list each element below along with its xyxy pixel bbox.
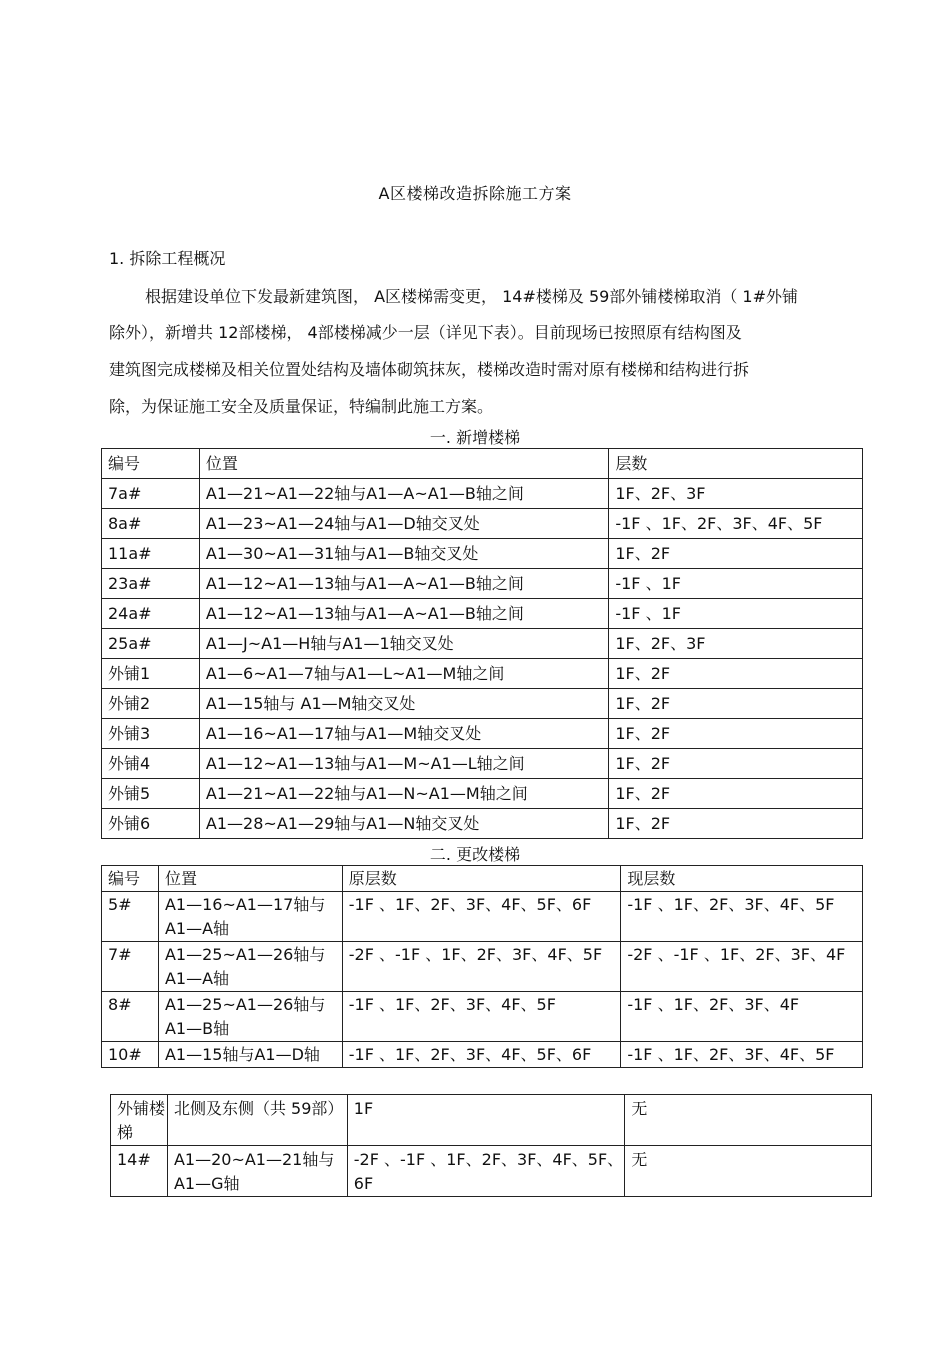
table-row [102, 749, 863, 779]
table-cell: 1F、2F [609, 809, 863, 839]
table-cell: 1F、2F [609, 689, 863, 719]
table-cell: -1F 、1F [609, 569, 863, 599]
table-cell: A1—12~A1—13轴与A1—M~A1—L轴之间 [199, 749, 608, 779]
table-row [111, 1095, 872, 1146]
table-header-cell: 编号 [102, 866, 159, 892]
table-row [102, 599, 863, 629]
section-heading: 1. 拆除工程概况 [109, 249, 226, 268]
removed-stairs-table [110, 1094, 872, 1197]
table-cell: 8# [102, 992, 159, 1042]
table-header-cell: 原层数 [342, 866, 621, 892]
table-header-cell: 编号 [102, 449, 200, 479]
table-cell: -2F 、-1F 、1F、2F、3F、4F、5F [342, 942, 621, 992]
table-cell: 外铺6 [102, 809, 200, 839]
changed-stairs-table [101, 865, 863, 1068]
table2-caption: 二. 更改楼梯 [429, 845, 521, 864]
table-cell: 1F、2F、3F [609, 629, 863, 659]
table-cell: A1—20~A1—21轴与A1—G轴 [167, 1146, 347, 1197]
table-cell: A1—25~A1—26轴与A1—A轴 [158, 942, 342, 992]
new-stairs-table [101, 448, 863, 839]
table-cell: A1—23~A1—24轴与A1—D轴交叉处 [199, 509, 608, 539]
table-cell: -1F 、1F [609, 599, 863, 629]
table-row [102, 569, 863, 599]
table-cell: -1F 、1F、2F、3F、4F、5F [621, 892, 863, 942]
table-cell: A1—21~A1—22轴与A1—A~A1—B轴之间 [199, 479, 608, 509]
table-cell: 1F、2F [609, 539, 863, 569]
table-row [102, 539, 863, 569]
table-cell: A1—6~A1—7轴与A1—L~A1—M轴之间 [199, 659, 608, 689]
table-header-row [102, 866, 863, 892]
table-cell: A1—30~A1—31轴与A1—B轴交叉处 [199, 539, 608, 569]
table-row [102, 809, 863, 839]
table-header-row [102, 449, 863, 479]
table-cell: A1—12~A1—13轴与A1—A~A1—B轴之间 [199, 569, 608, 599]
table-row [102, 992, 863, 1042]
table-cell: 14# [111, 1146, 168, 1197]
table-cell: 25a# [102, 629, 200, 659]
table-cell: A1—12~A1—13轴与A1—A~A1—B轴之间 [199, 599, 608, 629]
table-cell: 1F、2F [609, 779, 863, 809]
table-cell: 10# [102, 1042, 159, 1068]
table-cell: A1—15轴与A1—D轴 [158, 1042, 342, 1068]
table-row [102, 719, 863, 749]
table-cell: 8a# [102, 509, 200, 539]
table-row [102, 479, 863, 509]
table-cell: A1—21~A1—22轴与A1—N~A1—M轴之间 [199, 779, 608, 809]
table-row [102, 942, 863, 992]
table-cell: 23a# [102, 569, 200, 599]
table-cell: 外铺3 [102, 719, 200, 749]
table-header-cell: 位置 [199, 449, 608, 479]
table-row [102, 1042, 863, 1068]
table-cell: -1F 、1F、2F、3F、4F、5F [609, 509, 863, 539]
table-cell: -1F 、1F、2F、3F、4F [621, 992, 863, 1042]
table-cell: 11a# [102, 539, 200, 569]
paragraph-line: 除，为保证施工安全及质量保证，特编制此施工方案。 [109, 397, 494, 416]
table-cell: -1F 、1F、2F、3F、4F、5F [621, 1042, 863, 1068]
table-cell: 外铺4 [102, 749, 200, 779]
table-cell: A1—28~A1—29轴与A1—N轴交叉处 [199, 809, 608, 839]
table-cell: -1F 、1F、2F、3F、4F、5F、6F [342, 892, 621, 942]
table-header-cell: 层数 [609, 449, 863, 479]
table-cell: -1F 、1F、2F、3F、4F、5F、6F [342, 1042, 621, 1068]
table-cell: -2F 、-1F 、1F、2F、3F、4F、5F、6F [347, 1146, 625, 1197]
table-cell: 外铺楼梯 [111, 1095, 168, 1146]
table-cell: A1—15轴与 A1—M轴交叉处 [199, 689, 608, 719]
table-cell: 1F [347, 1095, 625, 1146]
table-cell: -1F 、1F、2F、3F、4F、5F [342, 992, 621, 1042]
table-cell: -2F 、-1F 、1F、2F、3F、4F [621, 942, 863, 992]
table1-caption: 一. 新增楼梯 [429, 428, 521, 447]
table-row [102, 779, 863, 809]
table-cell: 7# [102, 942, 159, 992]
table-cell: 1F、2F [609, 659, 863, 689]
paragraph-line: 根据建设单位下发最新建筑图， A区楼梯需变更， 14#楼梯及 59部外铺楼梯取消（ 1#外铺 [145, 287, 799, 306]
table-cell: 外铺5 [102, 779, 200, 809]
table-cell: 北侧及东侧（共 59部） [167, 1095, 347, 1146]
table-row [102, 659, 863, 689]
table-cell: 外铺2 [102, 689, 200, 719]
table-cell: 1F、2F [609, 719, 863, 749]
table-row [102, 629, 863, 659]
table-cell: A1—J~A1—H轴与A1—1轴交叉处 [199, 629, 608, 659]
table-cell: 5# [102, 892, 159, 942]
table-cell: A1—16~A1—17轴与A1—A轴 [158, 892, 342, 942]
page-title: A区楼梯改造拆除施工方案 [378, 184, 572, 203]
table-cell: 无 [625, 1095, 872, 1146]
table-cell: 外铺1 [102, 659, 200, 689]
table-cell: 无 [625, 1146, 872, 1197]
table-cell: 1F、2F、3F [609, 479, 863, 509]
table-row [102, 892, 863, 942]
table-row [102, 509, 863, 539]
table-cell: A1—16~A1—17轴与A1—M轴交叉处 [199, 719, 608, 749]
table-cell: 24a# [102, 599, 200, 629]
table-cell: A1—25~A1—26轴与A1—B轴 [158, 992, 342, 1042]
table-row [102, 689, 863, 719]
paragraph-line: 建筑图完成楼梯及相关位置处结构及墙体砌筑抹灰，楼梯改造时需对原有楼梯和结构进行拆 [109, 360, 750, 379]
table-header-cell: 位置 [158, 866, 342, 892]
table-cell: 1F、2F [609, 749, 863, 779]
table-row [111, 1146, 872, 1197]
paragraph-line: 除外），新增共 12部楼梯， 4部楼梯减少一层（详见下表）。目前现场已按照原有结构图及 [109, 323, 742, 342]
table-cell: 7a# [102, 479, 200, 509]
table-header-cell: 现层数 [621, 866, 863, 892]
